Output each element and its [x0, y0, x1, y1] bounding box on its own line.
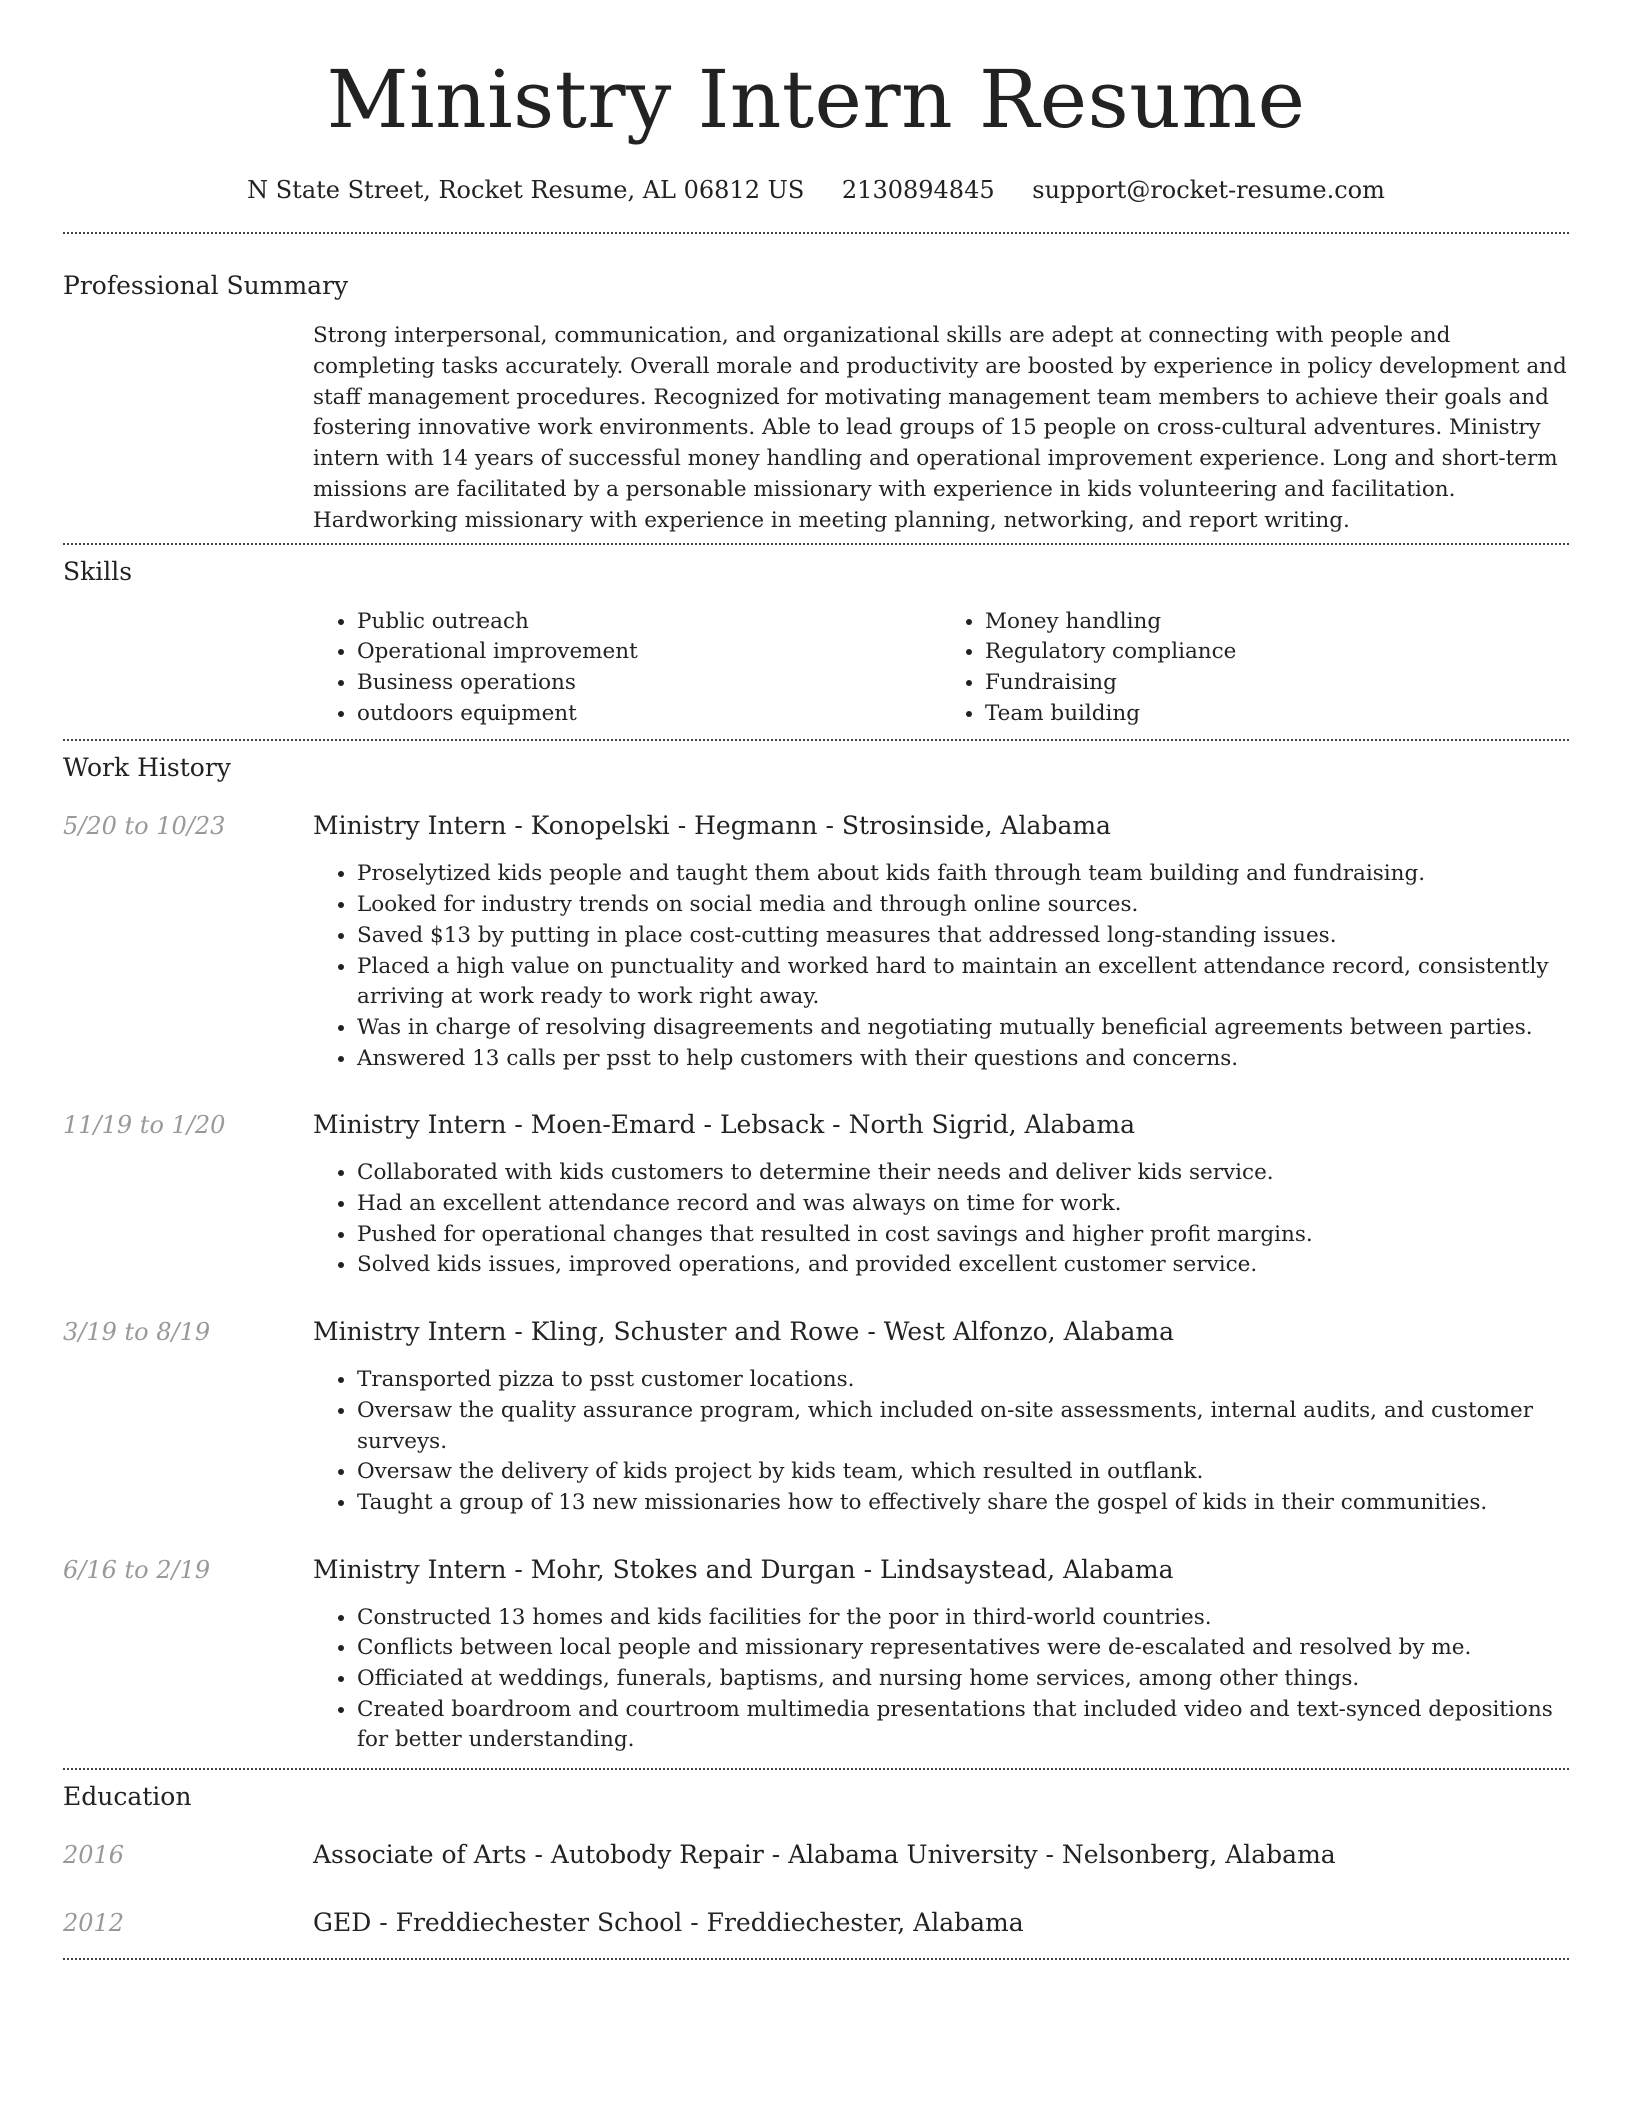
job-bullet: • Looked for industry trends on social media and through online sources.: [357, 890, 1569, 921]
job-bullet: • Oversaw the delivery of kids project by kids team, which resulted in outflank.: [357, 1457, 1569, 1488]
skill-item: • Regulatory compliance: [985, 637, 1569, 668]
skill-item: • Team building: [985, 699, 1569, 730]
work-heading: Work History: [63, 753, 231, 783]
job-title: Ministry Intern - Konopelski - Hegmann - Strosinside, Alabama: [313, 811, 1111, 841]
job-bullets: [313, 1365, 1569, 1519]
skill-item: • Business operations: [357, 668, 941, 699]
skills-list: [313, 607, 1569, 730]
job-entry: [63, 1555, 1569, 1757]
summary-text: Strong interpersonal, communication, and organizational skills are adept at connecting with people and completing tasks accurately. Overall morale and productivity are boosted by experience in policy development and staff management procedures. Recognized for motivating management team members to achieve their goals and fostering innovative work environments. Able to lead groups of 15 people on cross-cultural adventures. Ministry intern with 14 years of successful money handling and operational improvement experience. Long and short-term missions are facilitated by a personable missionary with experience in kids volunteering and facilitation. Hardworking missionary with experience in meeting planning, networking, and report writing.: [313, 323, 1567, 533]
job-entry: [63, 1317, 1569, 1519]
job-bullet: • Created boardroom and courtroom multimedia presentations that included video and text-synced depositions for better understanding.: [357, 1695, 1569, 1756]
job-dates: 5/20 to 10/23: [63, 812, 226, 841]
job-bullet: • Constructed 13 homes and kids facilities for the poor in third-world countries.: [357, 1603, 1569, 1634]
skills-heading: Skills: [63, 556, 133, 586]
skill-item: • outdoors equipment: [357, 699, 941, 730]
divider: [63, 739, 1569, 741]
skill-item: • Money handling: [985, 607, 1569, 638]
skills-column-left: [313, 607, 941, 730]
job-bullet: • Taught a group of 13 new missionaries how to effectively share the gospel of kids in their communities.: [357, 1488, 1569, 1519]
summary-heading: Professional Summary: [63, 271, 349, 300]
education-entry: [63, 1908, 1569, 1938]
job-bullets: [313, 1603, 1569, 1757]
job-title: Ministry Intern - Mohr, Stokes and Durgan - Lindsaystead, Alabama: [313, 1554, 1174, 1584]
skill-item: • Fundraising: [985, 668, 1569, 699]
skill-item: • Public outreach: [357, 607, 941, 638]
contact-line: [63, 175, 1569, 205]
job-bullet: • Proselytized kids people and taught them about kids faith through team building and fundraising.: [357, 859, 1569, 890]
job-entry: [63, 1110, 1569, 1281]
job-title: Ministry Intern - Kling, Schuster and Rowe - West Alfonzo, Alabama: [313, 1317, 1175, 1347]
divider: [63, 1958, 1569, 1960]
divider: [63, 543, 1569, 545]
resume-title: Ministry Intern Resume: [326, 53, 1306, 146]
job-bullet: • Had an excellent attendance record and was always on time for work.: [357, 1189, 1569, 1220]
job-bullet: • Saved $13 by putting in place cost-cutting measures that addressed long-standing issues.: [357, 921, 1569, 952]
education-heading: Education: [63, 1782, 192, 1812]
job-bullet: • Conflicts between local people and missionary representatives were de-escalated and resolved by me.: [357, 1633, 1569, 1664]
job-bullet: • Oversaw the quality assurance program, which included on-site assessments, internal audits, and customer surveys.: [357, 1396, 1569, 1457]
job-dates: 6/16 to 2/19: [63, 1555, 211, 1584]
education-entry: [63, 1840, 1569, 1870]
job-bullet: • Officiated at weddings, funerals, baptisms, and nursing home services, among other things.: [357, 1664, 1569, 1695]
contact-address: N State Street, Rocket Resume, AL 06812 US: [247, 176, 805, 204]
job-dates: 11/19 to 1/20: [63, 1111, 226, 1140]
job-bullet: • Transported pizza to psst customer locations.: [357, 1365, 1569, 1396]
education-degree: Associate of Arts - Autobody Repair - Alabama University - Nelsonberg, Alabama: [313, 1840, 1336, 1870]
job-bullet: • Pushed for operational changes that resulted in cost savings and higher profit margins.: [357, 1220, 1569, 1251]
contact-phone: 2130894845: [841, 176, 995, 204]
divider: [63, 1768, 1569, 1770]
contact-email: support@rocket-resume.com: [1032, 176, 1385, 204]
education-year: 2012: [63, 1909, 125, 1938]
divider: [63, 232, 1569, 234]
job-bullet: • Placed a high value on punctuality and worked hard to maintain an excellent attendance record, consistently arriving at work ready to work right away.: [357, 952, 1569, 1013]
job-bullet: • Collaborated with kids customers to determine their needs and deliver kids service.: [357, 1158, 1569, 1189]
job-title: Ministry Intern - Moen-Emard - Lebsack - North Sigrid, Alabama: [313, 1110, 1135, 1140]
job-bullets: [313, 1158, 1569, 1281]
job-bullets: [313, 859, 1569, 1074]
skills-column-right: [941, 607, 1569, 730]
skill-item: • Operational improvement: [357, 637, 941, 668]
education-degree: GED - Freddiechester School - Freddiechester, Alabama: [313, 1908, 1024, 1938]
job-entry: [63, 811, 1569, 1074]
job-bullet: • Was in charge of resolving disagreements and negotiating mutually beneficial agreements between parties.: [357, 1013, 1569, 1044]
job-bullet: • Solved kids issues, improved operations, and provided excellent customer service.: [357, 1250, 1569, 1281]
job-dates: 3/19 to 8/19: [63, 1318, 211, 1347]
job-bullet: • Answered 13 calls per psst to help customers with their questions and concerns.: [357, 1044, 1569, 1075]
education-year: 2016: [63, 1841, 125, 1870]
